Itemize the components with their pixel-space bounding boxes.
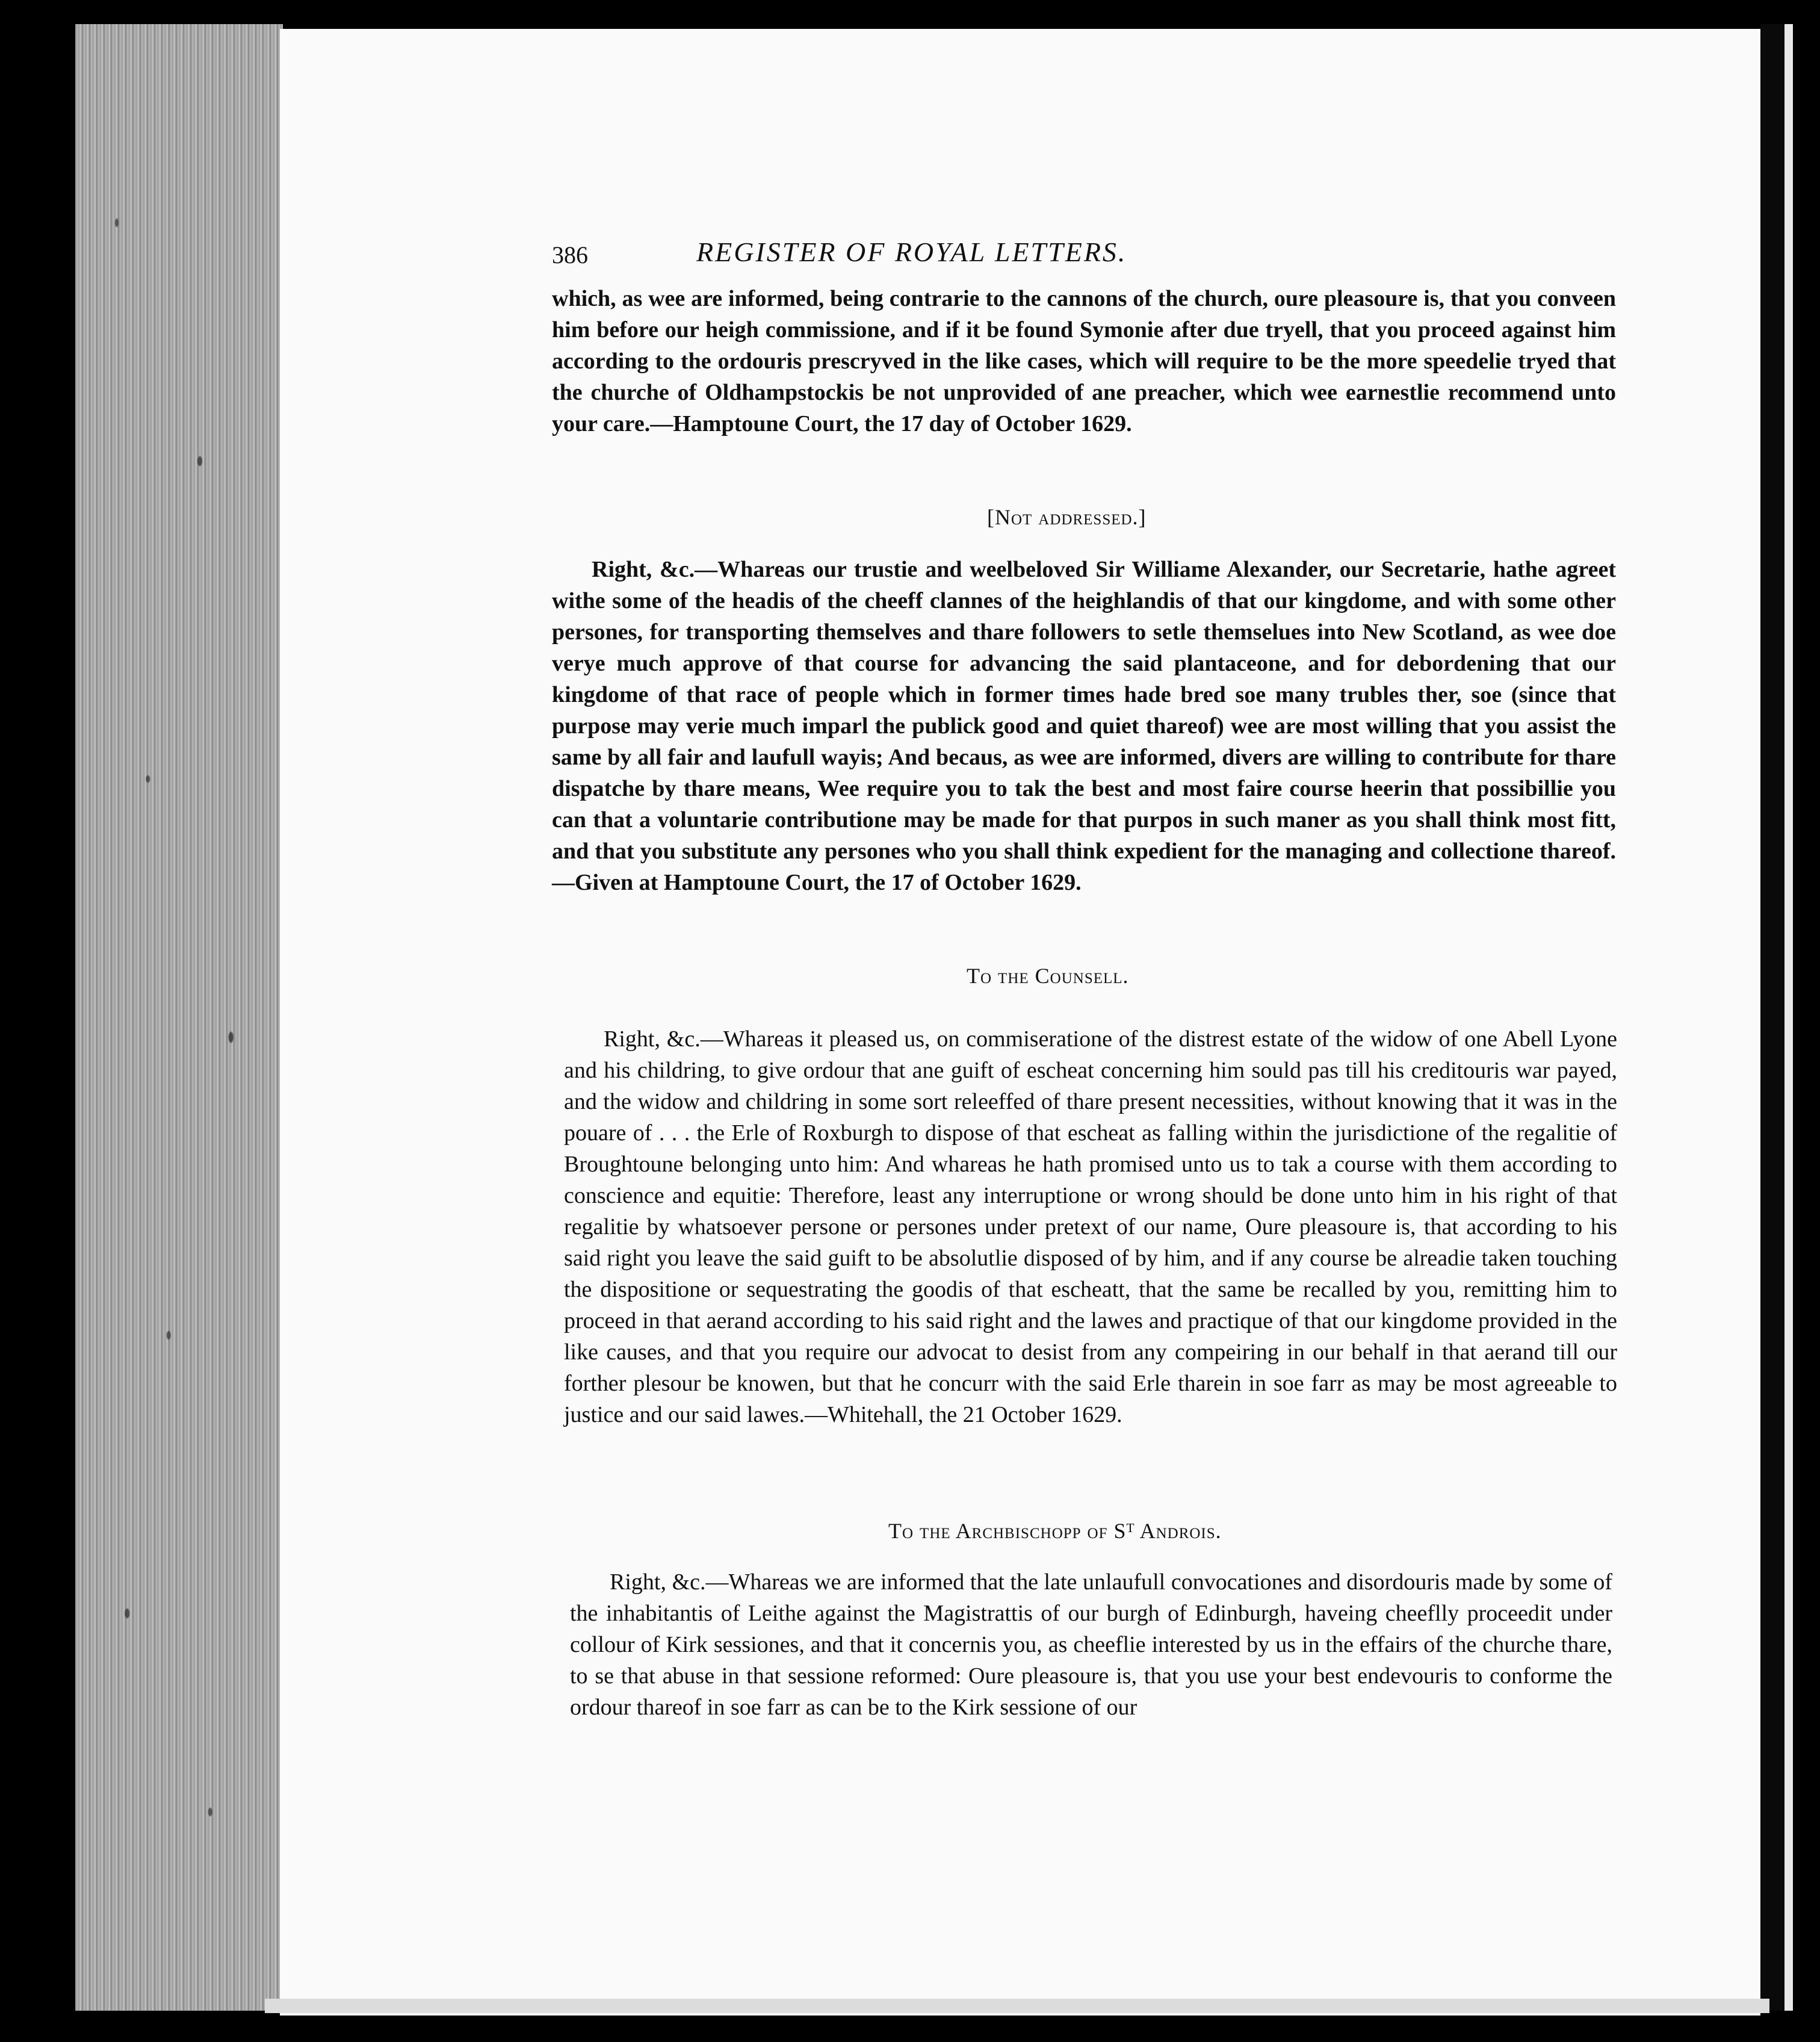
section-heading-to-the-counsell: To the Counsell. bbox=[967, 964, 1129, 988]
letter-not-addressed bbox=[552, 554, 1616, 898]
page-bottom-edge bbox=[265, 1999, 1769, 2013]
page-header bbox=[552, 236, 1352, 278]
book-page-edges bbox=[75, 24, 283, 2011]
page-number: 386 bbox=[552, 241, 588, 268]
section-heading-not-addressed: [Not addressed.] bbox=[987, 505, 1147, 529]
paragraph: which, as wee are informed, being contrarie to the cannons of the church, oure pleasoure is, that you conveen him before our heigh commissione, and if it be found Symonie after due tryell, that you proceed against him according to the ordouris prescryved in the like cases, which will require to be the more speedelie tryed that the churche of Oldhampstockis be not unprovided of ane preacher, which wee earnestlie recommend unto your care.—Hamptoune Court, the 17 day of October 1629. bbox=[552, 286, 1616, 436]
next-page-edge bbox=[1784, 24, 1793, 2011]
letter-to-the-counsell bbox=[564, 1023, 1617, 1430]
letter-to-the-archbischopp bbox=[570, 1566, 1612, 1723]
paragraph: Right, &c.—Whareas it pleased us, on commiseratione of the distrest estate of the widow of one Abell Lyone and his childring, to give ordour that ane guift of escheat concerning him sould pas till his creditouris war payed, and the widow and childring in some sort releeffed of thare present necessities, without knowing that it was in the pouare of . . . the Erle of Roxburgh to dispose of that escheat as falling within the jurisdictione of the regalitie of Broughtoune belonging unto him: And whareas he hath promised unto us to tak a course with them according to conscience and equitie: Therefore, least any interruptione or wrong should be done unto him in his right of that regalitie by whatsoever persone or persones under pretext of our name, Oure pleasoure is, that according to his said right you leave the said guift to be absolutlie disposed of by him, and if any course be alreadie taken touching the dispositione or sequestrating the goodis of that escheatt, that the same be recalled by you, remitting him to proceed in that aerand according to his said right and the lawes and practique of that our kingdome provided in the like causes, and that you require our advocat to desist from any compeiring in our behalf in that aerand till our forther plesour be knowen, but that he concurr with the said Erle tharein in soe farr as may be most agreeable to justice and our said lawes.—Whitehall, the 21 October 1629. bbox=[564, 1026, 1617, 1427]
section-heading-to-the-archbischopp: To the Archbischopp of Sᵀ Androis. bbox=[888, 1519, 1222, 1543]
book-spine-shadow bbox=[1760, 24, 1784, 2011]
paragraph: Right, &c.—Whareas we are informed that the late unlaufull convocationes and disordouris made by some of the inhabitantis of Leithe against the Magistrattis of our burgh of Edinburgh, haveing cheeflly proceedit under collour of Kirk sessiones, and that it concernis you, as cheeflie interested by us in the effairs of the churche thare, to se that abuse in that sessione reformed: Oure pleasoure is, that you use your best endevouris to conforme the ordour thareof in soe farr as can be to the Kirk sessione of our bbox=[570, 1569, 1612, 1720]
running-title: REGISTER OF ROYAL LETTERS. bbox=[696, 237, 1127, 267]
continuation-paragraph-block bbox=[552, 283, 1616, 439]
paragraph: Right, &c.—Whareas our trustie and weelbeloved Sir Williame Alexander, our Secretarie, hathe agreet withe some of the headis of the cheeff clannes of the heighlandis of that our kingdome, and with some other persones, for transporting themselves and thare followers to setle themselues into New Scotland, as wee doe verye much approve of that course for advancing the said plantaceone, and for debordening that our kingdome of that race of people which in former times hade bred soe many trubles ther, soe (since that purpose may verie much imparl the publick good and quiet thareof) wee are most willing that you assist the same by all fair and laufull wayis; And becaus, as wee are informed, divers are willing to contribute for thare dispatche by thare means, Wee require you to tak the best and most faire course heerin that possibillie you can that a voluntarie contributione may be made for that purpos in such maner as you shall think most fitt, and that you substitute any persones who you shall think expedient for the managing and collectione thareof.—Given at Hamptoune Court, the 17 of October 1629. bbox=[552, 557, 1616, 895]
